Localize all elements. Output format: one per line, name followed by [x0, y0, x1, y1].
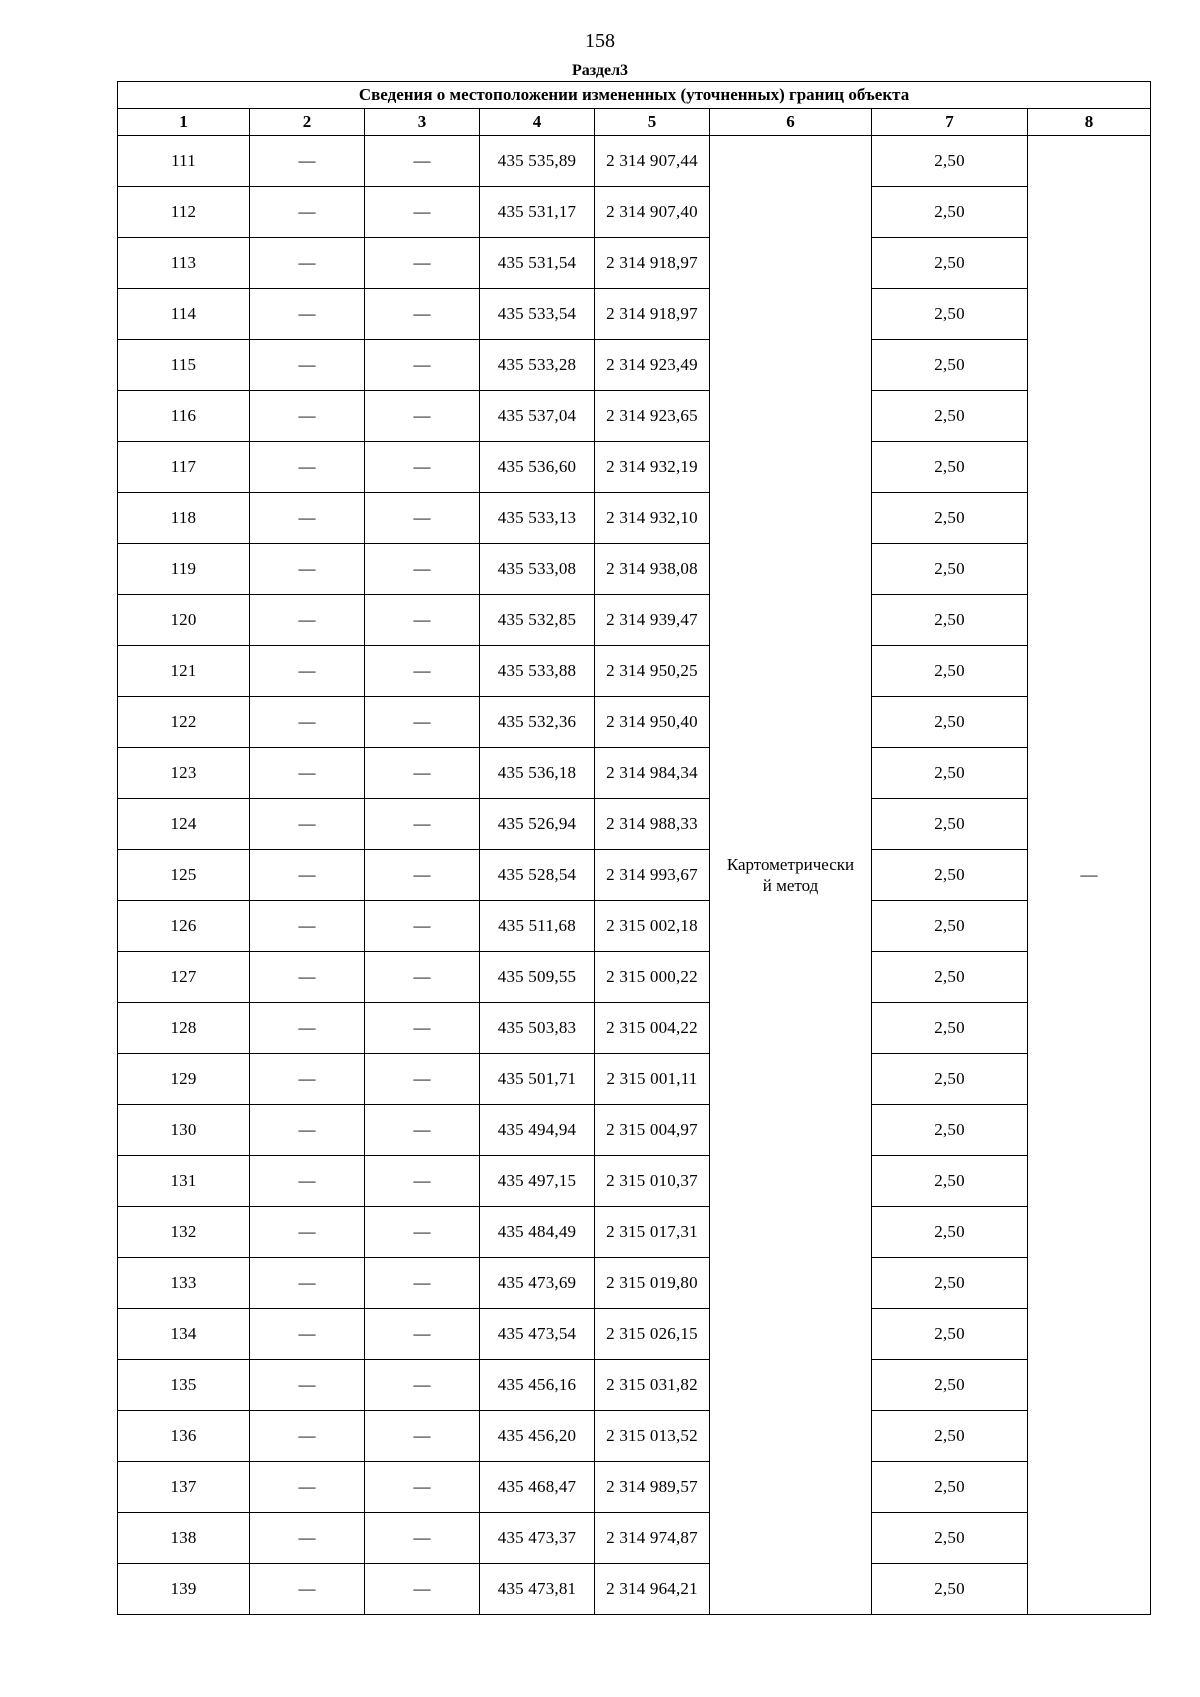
y-coordinate-cell: 2 315 026,15 [595, 1309, 710, 1360]
column-3-cell: — [365, 391, 480, 442]
table-row [118, 1564, 1151, 1615]
column-3-cell: — [365, 748, 480, 799]
x-coordinate-cell: 435 531,54 [480, 238, 595, 289]
accuracy-cell: 2,50 [872, 1207, 1028, 1258]
column-2-cell: — [250, 1003, 365, 1054]
accuracy-cell: 2,50 [872, 340, 1028, 391]
column-3-cell: — [365, 1258, 480, 1309]
y-coordinate-cell: 2 314 907,40 [595, 187, 710, 238]
point-number-cell: 113 [118, 238, 250, 289]
y-coordinate-cell: 2 314 932,19 [595, 442, 710, 493]
table-row [118, 1462, 1151, 1513]
accuracy-cell: 2,50 [872, 1309, 1028, 1360]
x-coordinate-cell: 435 509,55 [480, 952, 595, 1003]
column-2-cell: — [250, 697, 365, 748]
accuracy-cell: 2,50 [872, 1156, 1028, 1207]
x-coordinate-cell: 435 537,04 [480, 391, 595, 442]
x-coordinate-cell: 435 494,94 [480, 1105, 595, 1156]
x-coordinate-cell: 435 484,49 [480, 1207, 595, 1258]
column-3-cell: — [365, 1054, 480, 1105]
column-2-cell: — [250, 289, 365, 340]
column-2-cell: — [250, 1411, 365, 1462]
column-3-cell: — [365, 1513, 480, 1564]
point-number-cell: 130 [118, 1105, 250, 1156]
y-coordinate-cell: 2 314 918,97 [595, 289, 710, 340]
accuracy-cell: 2,50 [872, 1054, 1028, 1105]
table-row [118, 1054, 1151, 1105]
accuracy-cell: 2,50 [872, 136, 1028, 187]
column-3-cell: — [365, 187, 480, 238]
point-number-cell: 132 [118, 1207, 250, 1258]
accuracy-cell: 2,50 [872, 238, 1028, 289]
table-row [118, 391, 1151, 442]
x-coordinate-cell: 435 511,68 [480, 901, 595, 952]
y-coordinate-cell: 2 315 001,11 [595, 1054, 710, 1105]
y-coordinate-cell: 2 314 950,40 [595, 697, 710, 748]
x-coordinate-cell: 435 473,54 [480, 1309, 595, 1360]
column-3-cell: — [365, 340, 480, 391]
point-number-cell: 136 [118, 1411, 250, 1462]
y-coordinate-cell: 2 315 000,22 [595, 952, 710, 1003]
x-coordinate-cell: 435 536,60 [480, 442, 595, 493]
x-coordinate-cell: 435 532,85 [480, 595, 595, 646]
column-2-cell: — [250, 1156, 365, 1207]
point-number-cell: 121 [118, 646, 250, 697]
x-coordinate-cell: 435 473,81 [480, 1564, 595, 1615]
y-coordinate-cell: 2 315 019,80 [595, 1258, 710, 1309]
table-row [118, 799, 1151, 850]
point-number-cell: 123 [118, 748, 250, 799]
column-2-cell: — [250, 238, 365, 289]
column-3-cell: — [365, 1156, 480, 1207]
point-number-cell: 135 [118, 1360, 250, 1411]
y-coordinate-cell: 2 314 988,33 [595, 799, 710, 850]
point-number-cell: 131 [118, 1156, 250, 1207]
column-2-cell: — [250, 187, 365, 238]
y-coordinate-cell: 2 315 017,31 [595, 1207, 710, 1258]
section-title: Раздел3 [571, 62, 629, 79]
table-row [118, 1003, 1151, 1054]
point-number-cell: 134 [118, 1309, 250, 1360]
column-2-cell: — [250, 1105, 365, 1156]
point-number-cell: 128 [118, 1003, 250, 1054]
column-3-cell: — [365, 1207, 480, 1258]
x-coordinate-cell: 435 473,69 [480, 1258, 595, 1309]
y-coordinate-cell: 2 315 004,97 [595, 1105, 710, 1156]
accuracy-cell: 2,50 [872, 1462, 1028, 1513]
y-coordinate-cell: 2 315 004,22 [595, 1003, 710, 1054]
x-coordinate-cell: 435 533,08 [480, 544, 595, 595]
accuracy-cell: 2,50 [872, 289, 1028, 340]
table-row [118, 1207, 1151, 1258]
table-row [118, 1360, 1151, 1411]
accuracy-cell: 2,50 [872, 850, 1028, 901]
accuracy-cell: 2,50 [872, 697, 1028, 748]
table-row [118, 1105, 1151, 1156]
x-coordinate-cell: 435 456,20 [480, 1411, 595, 1462]
column-3-cell: — [365, 136, 480, 187]
table-row [118, 136, 1151, 187]
accuracy-cell: 2,50 [872, 748, 1028, 799]
y-coordinate-cell: 2 315 013,52 [595, 1411, 710, 1462]
table-row [118, 1513, 1151, 1564]
x-coordinate-cell: 435 468,47 [480, 1462, 595, 1513]
column-header-2: 2 [250, 109, 365, 136]
x-coordinate-cell: 435 533,88 [480, 646, 595, 697]
method-cell [710, 136, 872, 1615]
table-row [118, 646, 1151, 697]
column-3-cell: — [365, 442, 480, 493]
point-number-cell: 122 [118, 697, 250, 748]
method-text-line-2: й метод [762, 876, 819, 895]
point-number-cell: 117 [118, 442, 250, 493]
accuracy-cell: 2,50 [872, 646, 1028, 697]
table-row [118, 340, 1151, 391]
x-coordinate-cell: 435 526,94 [480, 799, 595, 850]
point-number-cell: 137 [118, 1462, 250, 1513]
column-3-cell: — [365, 1411, 480, 1462]
point-number-cell: 133 [118, 1258, 250, 1309]
accuracy-cell: 2,50 [872, 799, 1028, 850]
table-row [118, 952, 1151, 1003]
accuracy-cell: 2,50 [872, 1258, 1028, 1309]
table-row [118, 187, 1151, 238]
column-2-cell: — [250, 544, 365, 595]
table-caption: Сведения о местоположении измененных (уточненных) границ объекта [118, 82, 1151, 109]
y-coordinate-cell: 2 314 989,57 [595, 1462, 710, 1513]
column-3-cell: — [365, 1564, 480, 1615]
x-coordinate-cell: 435 533,54 [480, 289, 595, 340]
column-2-cell: — [250, 1360, 365, 1411]
accuracy-cell: 2,50 [872, 595, 1028, 646]
method-text-line-1: Картометрически [726, 855, 855, 874]
point-number-cell: 126 [118, 901, 250, 952]
table-row [118, 748, 1151, 799]
column-3-cell: — [365, 1360, 480, 1411]
y-coordinate-cell: 2 315 010,37 [595, 1156, 710, 1207]
table-row [118, 442, 1151, 493]
y-coordinate-cell: 2 314 964,21 [595, 1564, 710, 1615]
x-coordinate-cell: 435 456,16 [480, 1360, 595, 1411]
table-row [118, 595, 1151, 646]
column-header-7: 7 [872, 109, 1028, 136]
accuracy-cell: 2,50 [872, 187, 1028, 238]
accuracy-cell: 2,50 [872, 391, 1028, 442]
y-coordinate-cell: 2 314 939,47 [595, 595, 710, 646]
y-coordinate-cell: 2 314 993,67 [595, 850, 710, 901]
column-2-cell: — [250, 1258, 365, 1309]
column-3-cell: — [365, 646, 480, 697]
x-coordinate-cell: 435 536,18 [480, 748, 595, 799]
x-coordinate-cell: 435 501,71 [480, 1054, 595, 1105]
column-3-cell: — [365, 544, 480, 595]
column-2-cell: — [250, 799, 365, 850]
column-header-4: 4 [480, 109, 595, 136]
column-2-cell: — [250, 952, 365, 1003]
y-coordinate-cell: 2 315 002,18 [595, 901, 710, 952]
table-row [118, 493, 1151, 544]
table-row [118, 238, 1151, 289]
column-2-cell: — [250, 1513, 365, 1564]
page-number: 158 [585, 30, 615, 52]
table-row [118, 850, 1151, 901]
x-coordinate-cell: 435 533,13 [480, 493, 595, 544]
x-coordinate-cell: 435 535,89 [480, 136, 595, 187]
column-2-cell: — [250, 748, 365, 799]
y-coordinate-cell: 2 314 918,97 [595, 238, 710, 289]
column-2-cell: — [250, 850, 365, 901]
column-3-cell: — [365, 799, 480, 850]
column-header-8: 8 [1028, 109, 1151, 136]
x-coordinate-cell: 435 532,36 [480, 697, 595, 748]
y-coordinate-cell: 2 315 031,82 [595, 1360, 710, 1411]
y-coordinate-cell: 2 314 974,87 [595, 1513, 710, 1564]
column-2-cell: — [250, 493, 365, 544]
y-coordinate-cell: 2 314 984,34 [595, 748, 710, 799]
table-row [118, 697, 1151, 748]
column-header-1: 1 [118, 109, 250, 136]
column-header-row [118, 109, 1151, 136]
column-2-cell: — [250, 442, 365, 493]
accuracy-cell: 2,50 [872, 1513, 1028, 1564]
column-3-cell: — [365, 697, 480, 748]
column-3-cell: — [365, 1003, 480, 1054]
column-2-cell: — [250, 1564, 365, 1615]
point-number-cell: 138 [118, 1513, 250, 1564]
x-coordinate-cell: 435 503,83 [480, 1003, 595, 1054]
column-2-cell: — [250, 1207, 365, 1258]
column-header-3: 3 [365, 109, 480, 136]
column-2-cell: — [250, 1309, 365, 1360]
column-header-6: 6 [710, 109, 872, 136]
table-row [118, 1258, 1151, 1309]
column-3-cell: — [365, 850, 480, 901]
column-2-cell: — [250, 646, 365, 697]
column-3-cell: — [365, 952, 480, 1003]
accuracy-cell: 2,50 [872, 1003, 1028, 1054]
point-number-cell: 139 [118, 1564, 250, 1615]
point-number-cell: 119 [118, 544, 250, 595]
table-row [118, 1411, 1151, 1462]
x-coordinate-cell: 435 531,17 [480, 187, 595, 238]
table-row [118, 289, 1151, 340]
table-body [118, 136, 1151, 1615]
column-3-cell: — [365, 1105, 480, 1156]
x-coordinate-cell: 435 533,28 [480, 340, 595, 391]
column-3-cell: — [365, 493, 480, 544]
accuracy-cell: 2,50 [872, 544, 1028, 595]
accuracy-cell: 2,50 [872, 1411, 1028, 1462]
column-2-cell: — [250, 391, 365, 442]
point-number-cell: 125 [118, 850, 250, 901]
table-row [118, 1156, 1151, 1207]
point-number-cell: 129 [118, 1054, 250, 1105]
table-row [118, 901, 1151, 952]
y-coordinate-cell: 2 314 950,25 [595, 646, 710, 697]
column-3-cell: — [365, 289, 480, 340]
accuracy-cell: 2,50 [872, 442, 1028, 493]
column-2-cell: — [250, 901, 365, 952]
point-number-cell: 112 [118, 187, 250, 238]
y-coordinate-cell: 2 314 923,65 [595, 391, 710, 442]
x-coordinate-cell: 435 497,15 [480, 1156, 595, 1207]
column-2-cell: — [250, 1054, 365, 1105]
point-number-cell: 127 [118, 952, 250, 1003]
point-number-cell: 111 [118, 136, 250, 187]
x-coordinate-cell: 435 528,54 [480, 850, 595, 901]
point-number-cell: 124 [118, 799, 250, 850]
column-header-5: 5 [595, 109, 710, 136]
column-3-cell: — [365, 901, 480, 952]
accuracy-cell: 2,50 [872, 1360, 1028, 1411]
accuracy-cell: 2,50 [872, 901, 1028, 952]
column-3-cell: — [365, 1309, 480, 1360]
column-8-cell: — [1028, 136, 1151, 1615]
column-2-cell: — [250, 136, 365, 187]
point-number-cell: 114 [118, 289, 250, 340]
column-2-cell: — [250, 595, 365, 646]
column-3-cell: — [365, 595, 480, 646]
y-coordinate-cell: 2 314 932,10 [595, 493, 710, 544]
boundary-coordinates-table [117, 81, 1151, 1615]
point-number-cell: 120 [118, 595, 250, 646]
column-3-cell: — [365, 238, 480, 289]
x-coordinate-cell: 435 473,37 [480, 1513, 595, 1564]
column-2-cell: — [250, 1462, 365, 1513]
column-2-cell: — [250, 340, 365, 391]
table-row [118, 1309, 1151, 1360]
point-number-cell: 118 [118, 493, 250, 544]
y-coordinate-cell: 2 314 923,49 [595, 340, 710, 391]
y-coordinate-cell: 2 314 938,08 [595, 544, 710, 595]
accuracy-cell: 2,50 [872, 493, 1028, 544]
accuracy-cell: 2,50 [872, 952, 1028, 1003]
y-coordinate-cell: 2 314 907,44 [595, 136, 710, 187]
point-number-cell: 116 [118, 391, 250, 442]
accuracy-cell: 2,50 [872, 1564, 1028, 1615]
point-number-cell: 115 [118, 340, 250, 391]
table-row [118, 544, 1151, 595]
column-3-cell: — [365, 1462, 480, 1513]
accuracy-cell: 2,50 [872, 1105, 1028, 1156]
